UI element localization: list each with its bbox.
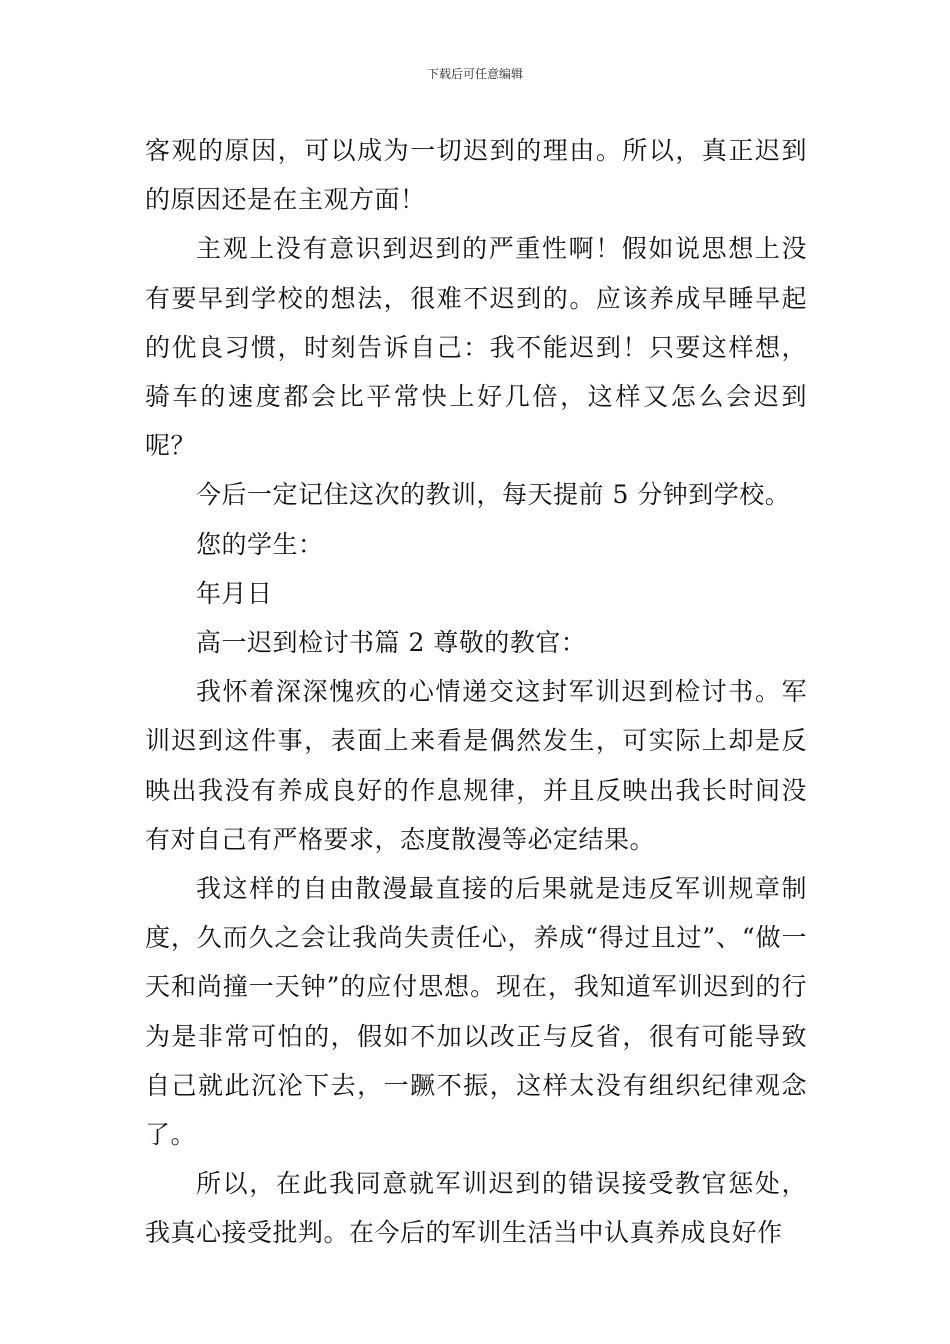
- date-line: 年月日: [196, 578, 273, 608]
- page-header-note: 下载后可任意编辑: [426, 67, 523, 81]
- paragraph: 所以，在此我同意就军训迟到的错误接受教官惩处，我真心接受批判。在今后的军训生活当中认真养成良好作: [145, 1169, 807, 1248]
- paragraph: 我这样的自由散漫最直接的后果就是违反军训规章制度，久而久之会让我尚失责任心，养成“得过且过”、“做一天和尚撞一天钟”的应付思想。现在，我知道军训迟到的行为是非常可怕的，假如不加以改正与反省，很有可能导致自己就此沉沦下去，一蹶不振，这样太没有组织纪律观念了。: [145, 874, 807, 1150]
- paragraph: 我怀着深深愧疚的心情递交这封军训迟到检讨书。军训迟到这件事，表面上来看是偶然发生，可实际上却是反映出我没有养成良好的作息规律，并且反映出我长时间没有对自己有严格要求，态度散漫等必定结果。: [145, 677, 807, 854]
- paragraph: 主观上没有意识到迟到的严重性啊！假如说思想上没有要早到学校的想法，很难不迟到的。应该养成早睡早起的优良习惯，时刻告诉自己：我不能迟到！只要这样想，骑车的速度都会比平常快上好几倍，这样又怎么会迟到呢？: [145, 234, 807, 461]
- document-body: [145, 126, 807, 1258]
- signature-line: 您的学生：: [196, 529, 324, 559]
- paragraph-continued: 客观的原因，可以成为一切迟到的理由。所以，真正迟到的原因还是在主观方面！: [145, 136, 807, 215]
- paragraph: 今后一定记住这次的教训，每天提前 5 分钟到学校。: [196, 480, 791, 510]
- section-heading: 高一迟到检讨书篇 2 尊敬的教官：: [196, 628, 587, 658]
